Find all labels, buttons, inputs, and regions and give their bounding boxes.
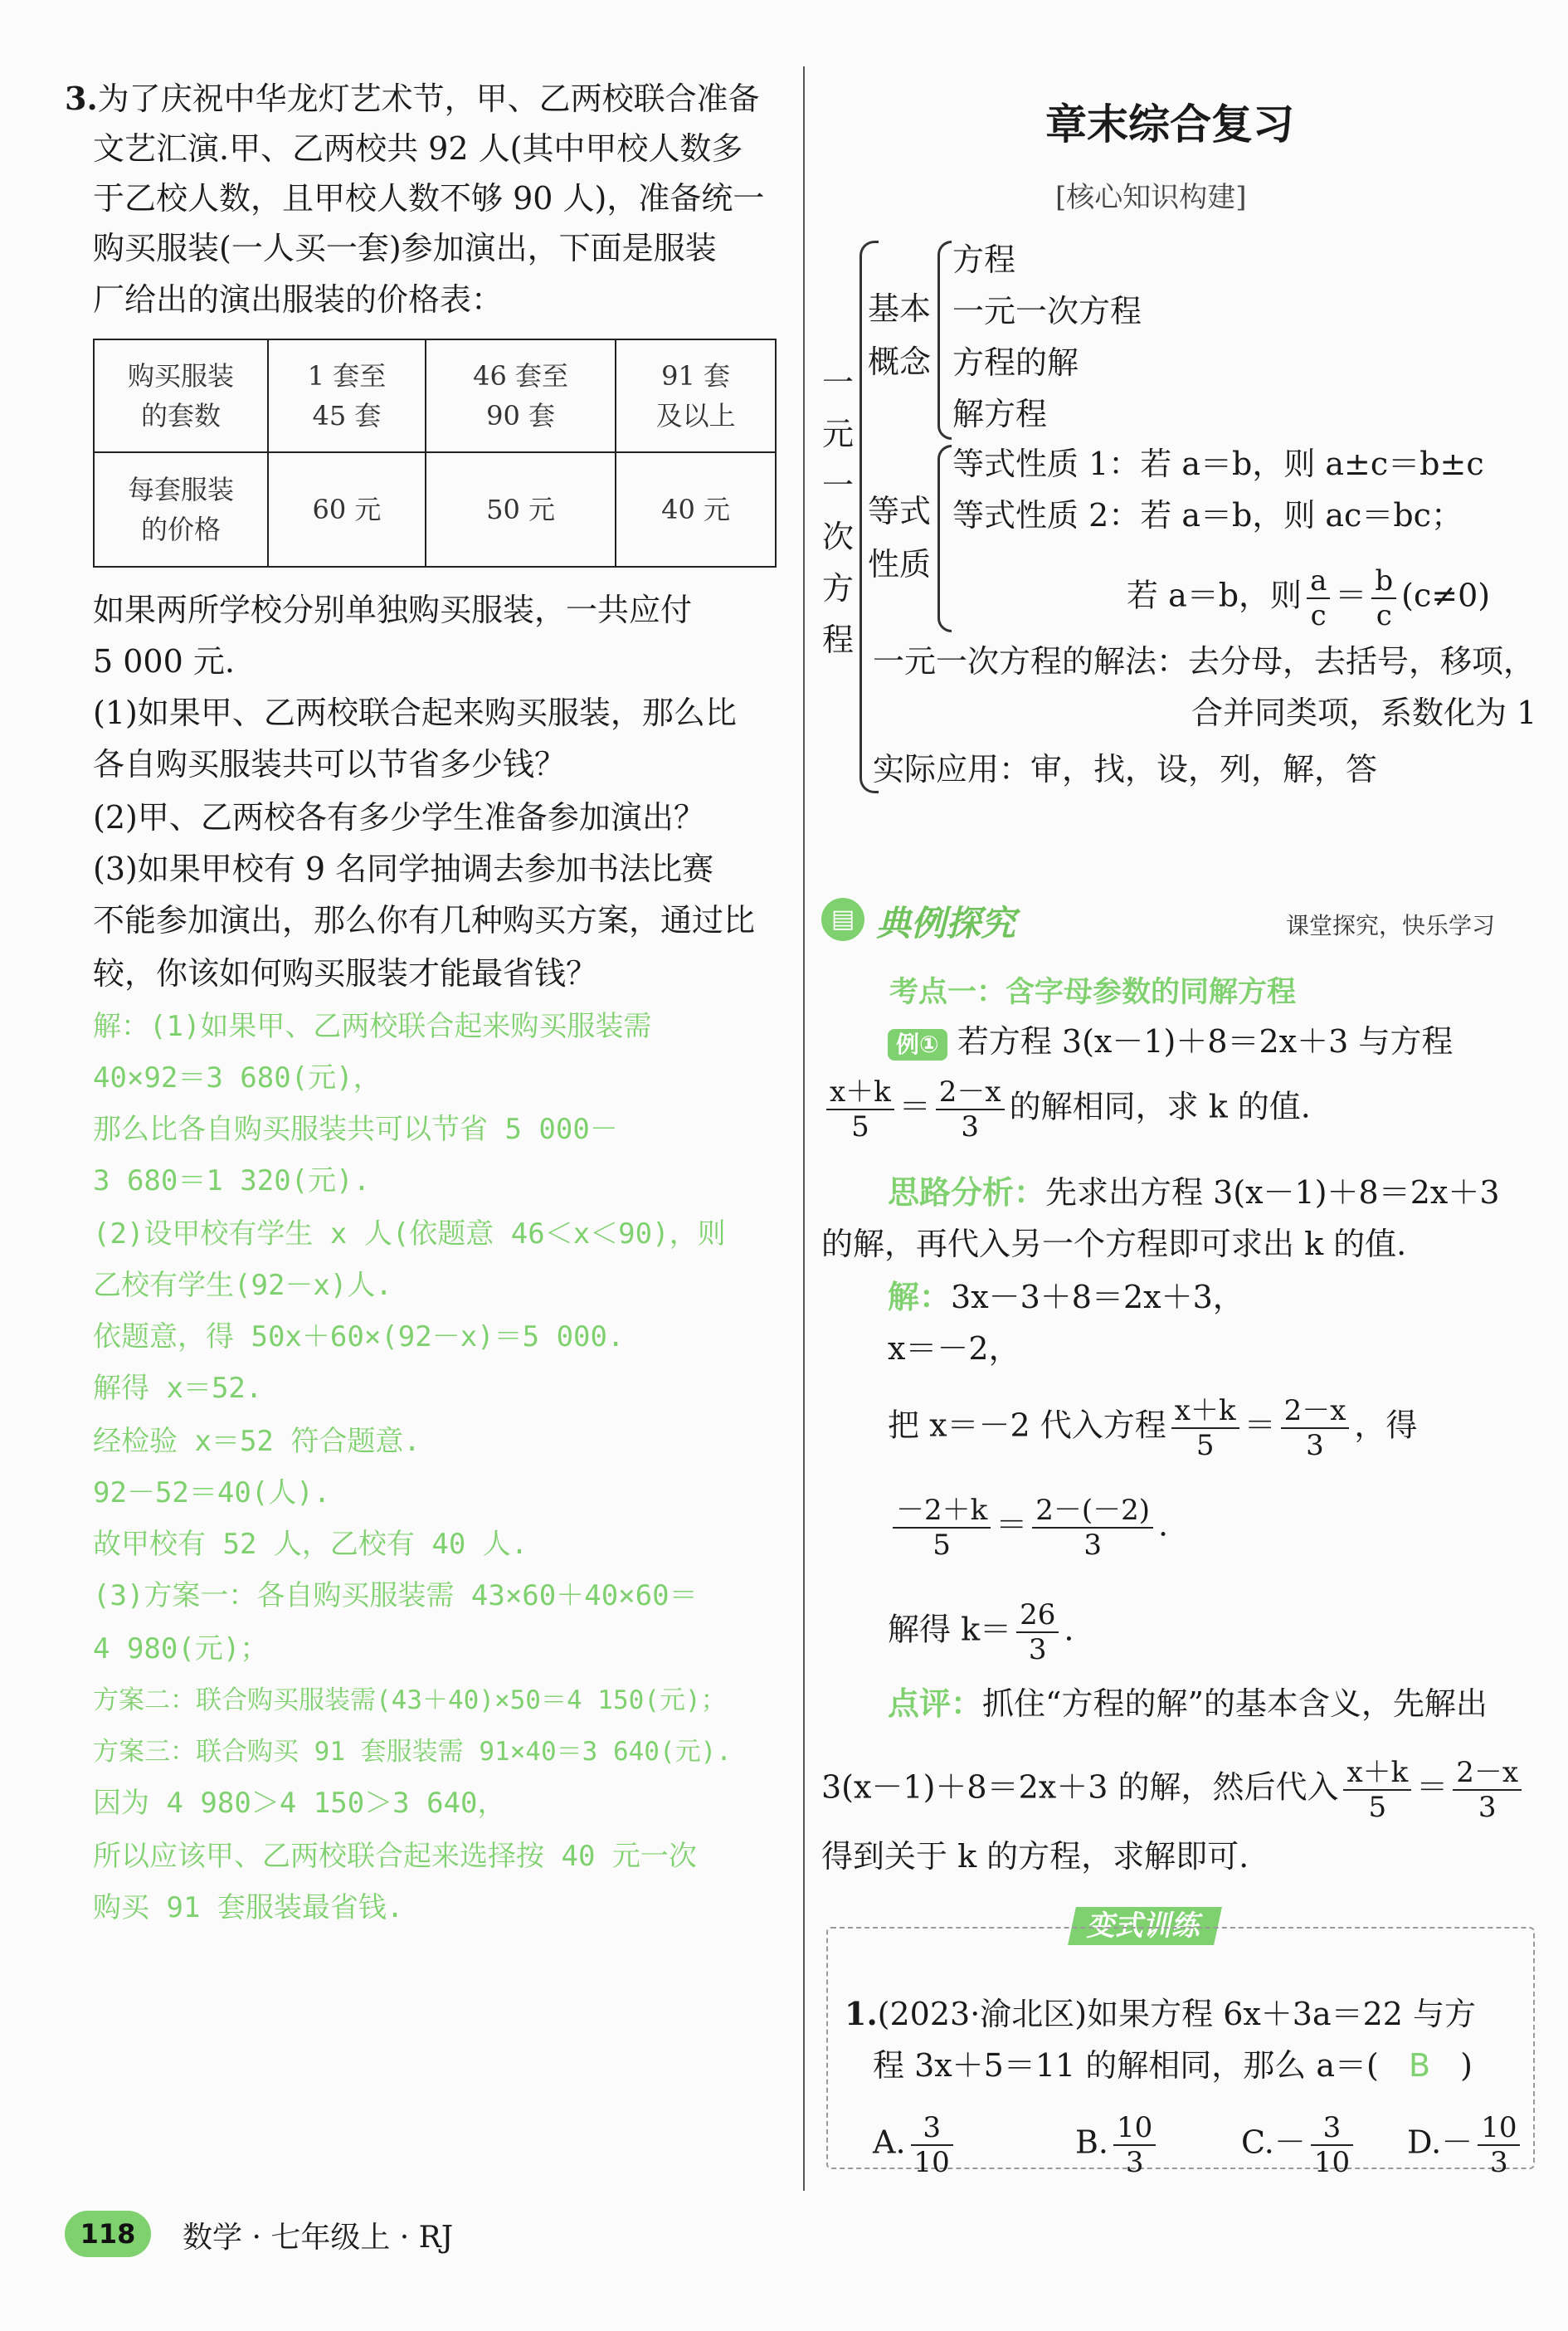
option-b: B. $\frac{10}{3}$: [1075, 2111, 1161, 2179]
table-cell: 46 套至 90 套: [426, 339, 616, 452]
page-number: 118: [65, 2211, 151, 2257]
q3-line-5: 厂给出的演出服装的价格表：: [93, 281, 504, 318]
solution-line-4: $\frac{-2+k}{5}$ ＝ $\frac{2-(-2)}{3}$ .: [888, 1494, 1168, 1562]
answer-line-8: 解得 x＝52.: [93, 1372, 263, 1405]
table-cell: 40 元: [616, 452, 776, 567]
map-method-1: 一元一次方程的解法：去分母，去括号，移项，: [873, 643, 1536, 680]
answer-line-11: 故甲校有 52 人，乙校有 40 人.: [93, 1528, 528, 1561]
answer-line-2: 40×92＝3 680(元)，: [93, 1061, 382, 1095]
answer-line-18: 购买 91 套服装最省钱.: [93, 1891, 404, 1924]
answer-line-17: 所以应该甲、乙两校联合起来选择按 40 元一次: [93, 1840, 697, 1873]
map-equality-brace: [937, 445, 952, 632]
answer-line-13: 4 980(元)；: [93, 1632, 269, 1665]
analysis-line-1: 思路分析：先求出方程 3(x－1)＋8＝2x＋3: [888, 1173, 1500, 1211]
option-c: C.－ $\frac{3}{10}$: [1241, 2111, 1358, 2179]
q3-line-3: 于乙校人数，且甲校人数不够 90 人)，准备统一: [93, 180, 765, 217]
map-method-2: 合并同类项，系数化为 1: [1191, 695, 1537, 731]
table-cell: 50 元: [426, 452, 616, 567]
q3-text-c: (1)如果甲、乙两校联合起来购买服装，那么比: [93, 695, 737, 731]
q3-text-g: 不能参加演出，那么你有几种购买方案，通过比: [93, 902, 756, 939]
map-equality: 等式 性质: [868, 493, 932, 583]
section-label: [核心知识构建]: [1055, 181, 1247, 214]
q3-line-2: 文艺汇演.甲、乙两校共 92 人(其中甲校人数多: [93, 130, 743, 167]
solution-line-5: 解得 k＝ $\frac{26}{3}$ .: [888, 1598, 1074, 1666]
example-line-1: 例① 若方程 3(x－1)＋8＝2x＋3 与方程: [888, 1019, 1453, 1064]
answer-line-3: 那么比各自购买服装共可以节省 5 000－: [93, 1113, 618, 1146]
answer-line-12: (3)方案一：各自购买服装需 43×60＋40×60＝: [93, 1579, 698, 1612]
map-prop3: 若 a＝b，则 $\frac{a}{c}$ ＝ $\frac{b}{c}$ (c≠0): [1127, 564, 1491, 632]
banner-icon: ▤: [821, 898, 864, 941]
answer-line-15: 方案三：联合购买 91 套服装需 91×40＝3 640(元).: [93, 1737, 732, 1767]
knowledge-point-1: 考点一：含字母参数的同解方程: [889, 976, 1297, 1009]
comment-line-3: 得到关于 k 的方程，求解即可.: [821, 1838, 1249, 1875]
table-cell: 1 套至 45 套: [268, 339, 426, 452]
answer-line-16: 因为 4 980＞4 150＞3 640，: [93, 1787, 506, 1820]
table-cell: 60 元: [268, 452, 426, 567]
answer-line-10: 92－52＝40(人).: [93, 1476, 331, 1509]
banner-subtitle: 课堂探究，快乐学习: [1286, 912, 1496, 939]
practice-line-1: 1.(2023·渝北区)如果方程 6x＋3a＝22 与方: [845, 1995, 1477, 2032]
option-d: D.－ $\frac{10}{3}$: [1407, 2111, 1525, 2179]
comment-line-2: 3(x－1)＋8＝2x＋3 的解，然后代入 $\frac{x+k}{5}$ ＝ $\frac{2-x}{3}$: [821, 1756, 1527, 1824]
answer-line-4: 3 680＝1 320(元).: [93, 1164, 371, 1197]
price-table: [93, 339, 777, 568]
option-a: A. $\frac{3}{10}$: [873, 2111, 958, 2179]
q3-text-b: 5 000 元.: [93, 643, 235, 680]
answer-line-9: 经检验 x＝52 符合题意.: [93, 1425, 421, 1458]
banner-title: 典例探究: [876, 903, 1016, 944]
map-apply: 实际应用：审，找，设，列，解，答: [873, 751, 1378, 788]
map-basic-brace: [937, 241, 952, 440]
answer-line-6: 乙校有学生(92－x)人.: [93, 1269, 392, 1302]
q3-line-4: 购买服装(一人买一套)参加演出，下面是服装: [93, 230, 717, 266]
practice-answer: B: [1408, 2047, 1431, 2084]
example-line-2: $\frac{x+k}{5}$ ＝ $\frac{2-x}{3}$ 的解相同，求 k 的值.: [821, 1075, 1311, 1144]
map-basic-items: 方程 一元一次方程 方程的解 解方程: [952, 241, 1142, 432]
comment-line-1: 点评：抓住“方程的解”的基本含义，先解出: [888, 1685, 1488, 1722]
q3-text-a: 如果两所学校分别单独购买服装，一共应付: [93, 592, 693, 628]
table-cell: 91 套 及以上: [616, 339, 776, 452]
solution-line-3: 把 x＝－2 代入方程 $\frac{x+k}{5}$ ＝ $\frac{2-x}{3}$ ，得: [888, 1394, 1418, 1462]
q3-line-1: 3.为了庆祝中华龙灯艺术节，甲、乙两校联合准备: [65, 80, 760, 117]
q3-number: 3.: [65, 80, 98, 117]
example-tag: 例①: [888, 1029, 947, 1061]
answer-line-5: (2)设甲校有学生 x 人(依题意 46＜x＜90)，则: [93, 1217, 726, 1251]
answer-line-7: 依题意，得 50x＋60×(92－x)＝5 000.: [93, 1320, 625, 1353]
chapter-title: 章末综合复习: [1045, 100, 1294, 149]
analysis-line-2: 的解，再代入另一个方程即可求出 k 的值.: [821, 1226, 1407, 1262]
book-info: 数学 · 七年级上 · RJ: [183, 2221, 454, 2255]
solution-line-2: x＝－2，: [888, 1330, 1020, 1367]
q3-text-d: 各自购买服装共可以节省多少钱？: [93, 746, 567, 783]
map-prop1: 等式性质 1：若 a＝b，则 a±c＝b±c: [952, 446, 1484, 482]
map-prop2: 等式性质 2：若 a＝b，则 ac＝bc；: [952, 497, 1463, 534]
map-root: 一 元 一 次 方 程: [821, 364, 854, 658]
answer-line-1: 解：(1)如果甲、乙两校联合起来购买服装需: [93, 1010, 652, 1043]
table-header-cell: 购买服装 的套数: [94, 339, 268, 452]
map-basic-concept: 基本 概念: [868, 290, 932, 380]
q3-text-f: (3)如果甲校有 9 名同学抽调去参加书法比赛: [93, 851, 714, 887]
q3-text-e: (2)甲、乙两校各有多少学生准备参加演出？: [93, 799, 705, 836]
q3-text-h: 较，你该如何购买服装才能最省钱？: [93, 955, 598, 992]
practice-line-2: 程 3x＋5＝11 的解相同，那么 a＝( B ): [873, 2047, 1473, 2084]
solution-line-1: 解：3x－3＋8＝2x＋3，: [888, 1278, 1244, 1315]
practice-title: 变式训练: [1068, 1907, 1222, 1945]
answer-line-14: 方案二：联合购买服装需(43＋40)×50＝4 150(元)；: [93, 1685, 727, 1715]
column-divider: [803, 66, 805, 2191]
table-header-cell: 每套服装 的价格: [94, 452, 268, 567]
